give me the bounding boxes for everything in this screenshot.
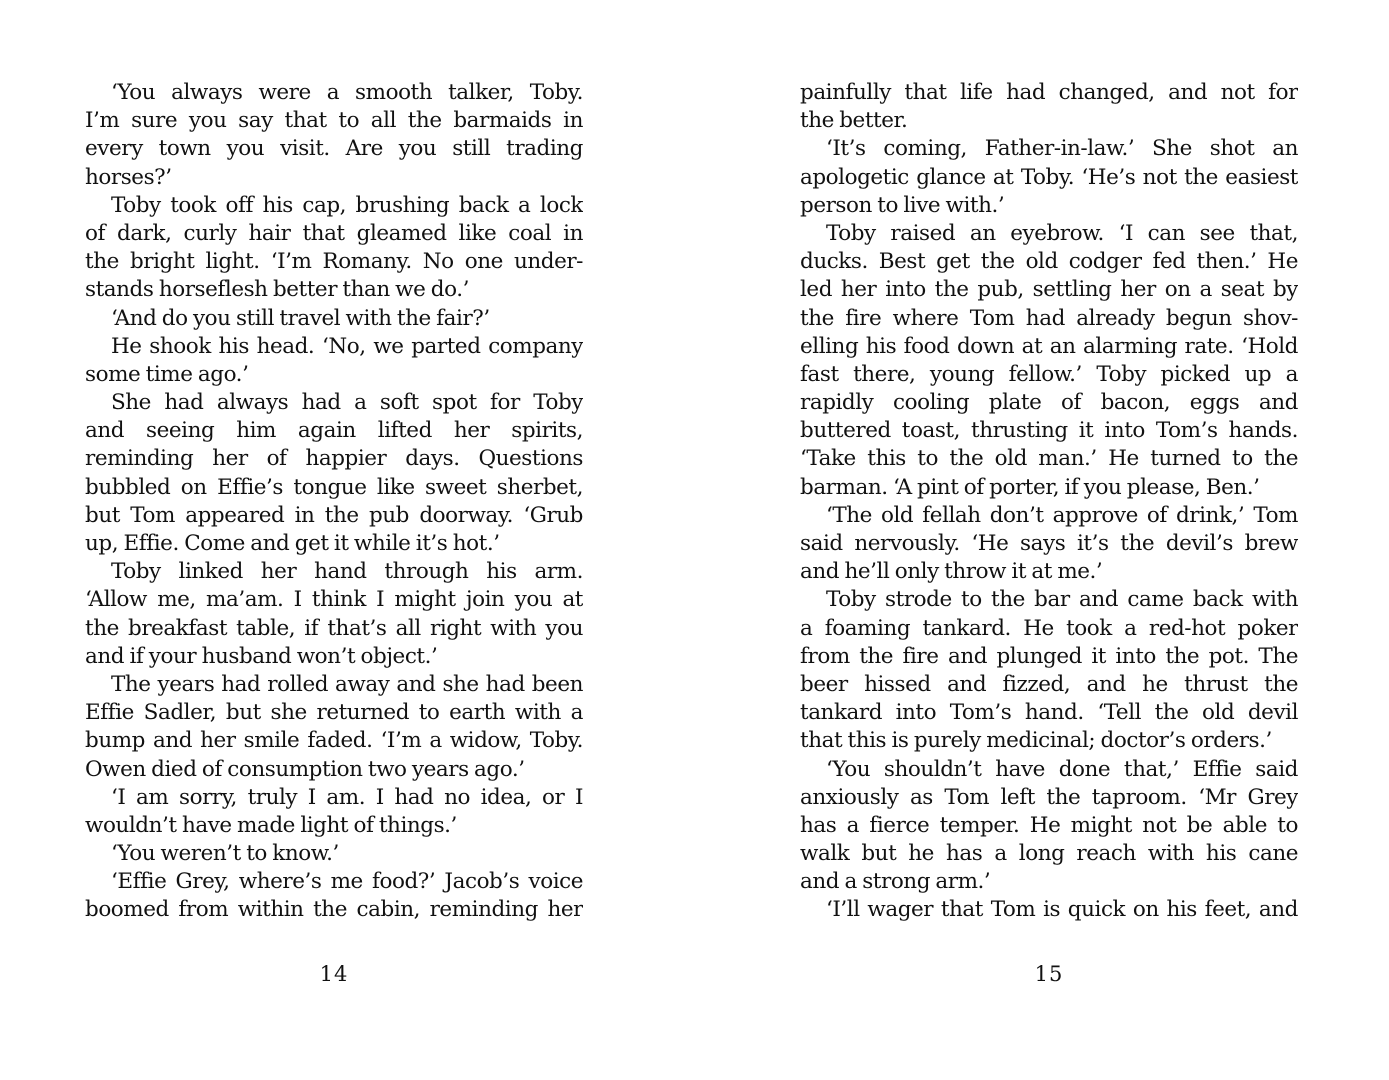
right-page-text — [800, 79, 1298, 925]
text-line: Owen died of consumption two years ago.’ — [85, 756, 525, 782]
text-line: and he’ll only throw it at me.’ — [800, 559, 1103, 585]
text-line: fast there, young fellow.’ Toby picked up a — [800, 361, 1298, 387]
text-line: She had always had a soft spot for Toby — [111, 390, 583, 416]
text-line: ‘Allow me, ma’am. I think I might join you at — [85, 587, 583, 613]
text-line: ‘Effie Grey, where’s me food?’ Jacob’s voice — [111, 869, 583, 895]
text-line: I’m sure you say that to all the barmaids in — [85, 108, 583, 134]
text-line: the better. — [800, 108, 908, 134]
text-line: ‘You shouldn’t have done that,’ Effie said — [826, 756, 1298, 782]
text-line: tankard into Tom’s hand. ‘Tell the old devil — [800, 700, 1298, 726]
text-line: wouldn’t have made light of things.’ — [85, 812, 457, 838]
left-page-text — [85, 79, 583, 925]
text-line: barman. ‘A pint of porter, if you please, Ben.’ — [800, 474, 1260, 500]
text-line: and seeing him again lifted her spirits, — [85, 418, 583, 444]
text-line: said nervously. ‘He says it’s the devil’s brew — [800, 531, 1298, 556]
text-line: ‘The old fellah don’t approve of drink,’ Tom — [826, 502, 1298, 528]
text-line: ‘It’s coming, Father-in-law.’ She shot an — [826, 136, 1298, 162]
text-line: every town you visit. Are you still trading — [85, 136, 583, 162]
text-line: apologetic glance at Toby. ‘He’s not the easiest — [800, 164, 1298, 190]
text-line: ‘I’ll wager that Tom is quick on his feet, and — [826, 897, 1298, 923]
text-line: walk but he has a long reach with his cane — [800, 841, 1298, 867]
text-line: buttered toast, thrusting it into Tom’s hands. — [800, 418, 1298, 444]
text-line: the breakfast table, if that’s all right with you — [85, 615, 583, 641]
text-line: stands horseflesh better than we do.’ — [85, 277, 469, 303]
text-line: ducks. Best get the old codger fed then.’ He — [800, 249, 1298, 275]
text-line: reminding her of happier days. Questions — [85, 446, 583, 472]
text-line: rapidly cooling plate of bacon, eggs and — [800, 390, 1298, 416]
text-line: but Tom appeared in the pub doorway. ‘Grub — [85, 502, 583, 528]
text-line: anxiously as Tom left the taproom. ‘Mr Grey — [800, 784, 1298, 810]
text-line: and a strong arm.’ — [800, 869, 991, 895]
text-line: the bright light. ‘I’m Romany. No one under- — [85, 249, 583, 275]
text-line: a foaming tankard. He took a red-hot poker — [800, 615, 1298, 641]
text-line: of dark, curly hair that gleamed like coal in — [85, 220, 583, 246]
text-line: Toby strode to the bar and came back with — [826, 587, 1298, 613]
text-line: horses?’ — [85, 164, 172, 190]
text-line: some time ago.’ — [85, 361, 249, 387]
text-line: bubbled on Effie’s tongue like sweet sherbet, — [85, 474, 583, 500]
text-line: ‘I am sorry, truly I am. I had no idea, or I — [111, 784, 583, 810]
text-line: ‘You weren’t to know.’ — [111, 841, 339, 867]
text-line: ‘Take this to the old man.’ He turned to the — [800, 446, 1298, 472]
text-line: elling his food down at an alarming rate. ‘Hold — [800, 333, 1298, 359]
text-line: bump and her smile faded. ‘I’m a widow, Toby. — [85, 728, 583, 754]
text-line: person to live with.’ — [800, 192, 1005, 218]
text-line: led her into the pub, settling her on a seat by — [800, 277, 1298, 303]
text-line: up, Effie. Come and get it while it’s hot.’ — [85, 531, 500, 556]
text-line: Effie Sadler, but she returned to earth with a — [85, 700, 583, 726]
text-line: and if your husband won’t object.’ — [85, 643, 438, 669]
text-line: ‘And do you still travel with the fair?’ — [111, 305, 490, 331]
text-line: painfully that life had changed, and not for — [800, 80, 1298, 105]
page-number-right: 15 — [1034, 962, 1064, 986]
text-line: the fire where Tom had already begun shov- — [800, 305, 1298, 331]
text-line: He shook his head. ‘No, we parted company — [111, 333, 583, 359]
right-page — [800, 79, 1298, 925]
text-line: from the fire and plunged it into the pot. The — [800, 643, 1298, 669]
text-line: Toby linked her hand through his arm. — [111, 559, 583, 585]
text-line: has a fierce temper. He might not be able to — [800, 812, 1298, 838]
text-line: that this is purely medicinal; doctor’s orders.’ — [800, 728, 1272, 754]
text-line: ‘You always were a smooth talker, Toby. — [111, 80, 583, 105]
text-line: Toby raised an eyebrow. ‘I can see that, — [826, 220, 1298, 246]
page-number-left: 14 — [319, 962, 349, 986]
left-page — [85, 79, 583, 925]
text-line: boomed from within the cabin, reminding her — [85, 897, 583, 923]
text-line: Toby took off his cap, brushing back a lock — [111, 192, 583, 218]
text-line: The years had rolled away and she had been — [111, 671, 583, 697]
text-line: beer hissed and fizzed, and he thrust the — [800, 671, 1298, 697]
